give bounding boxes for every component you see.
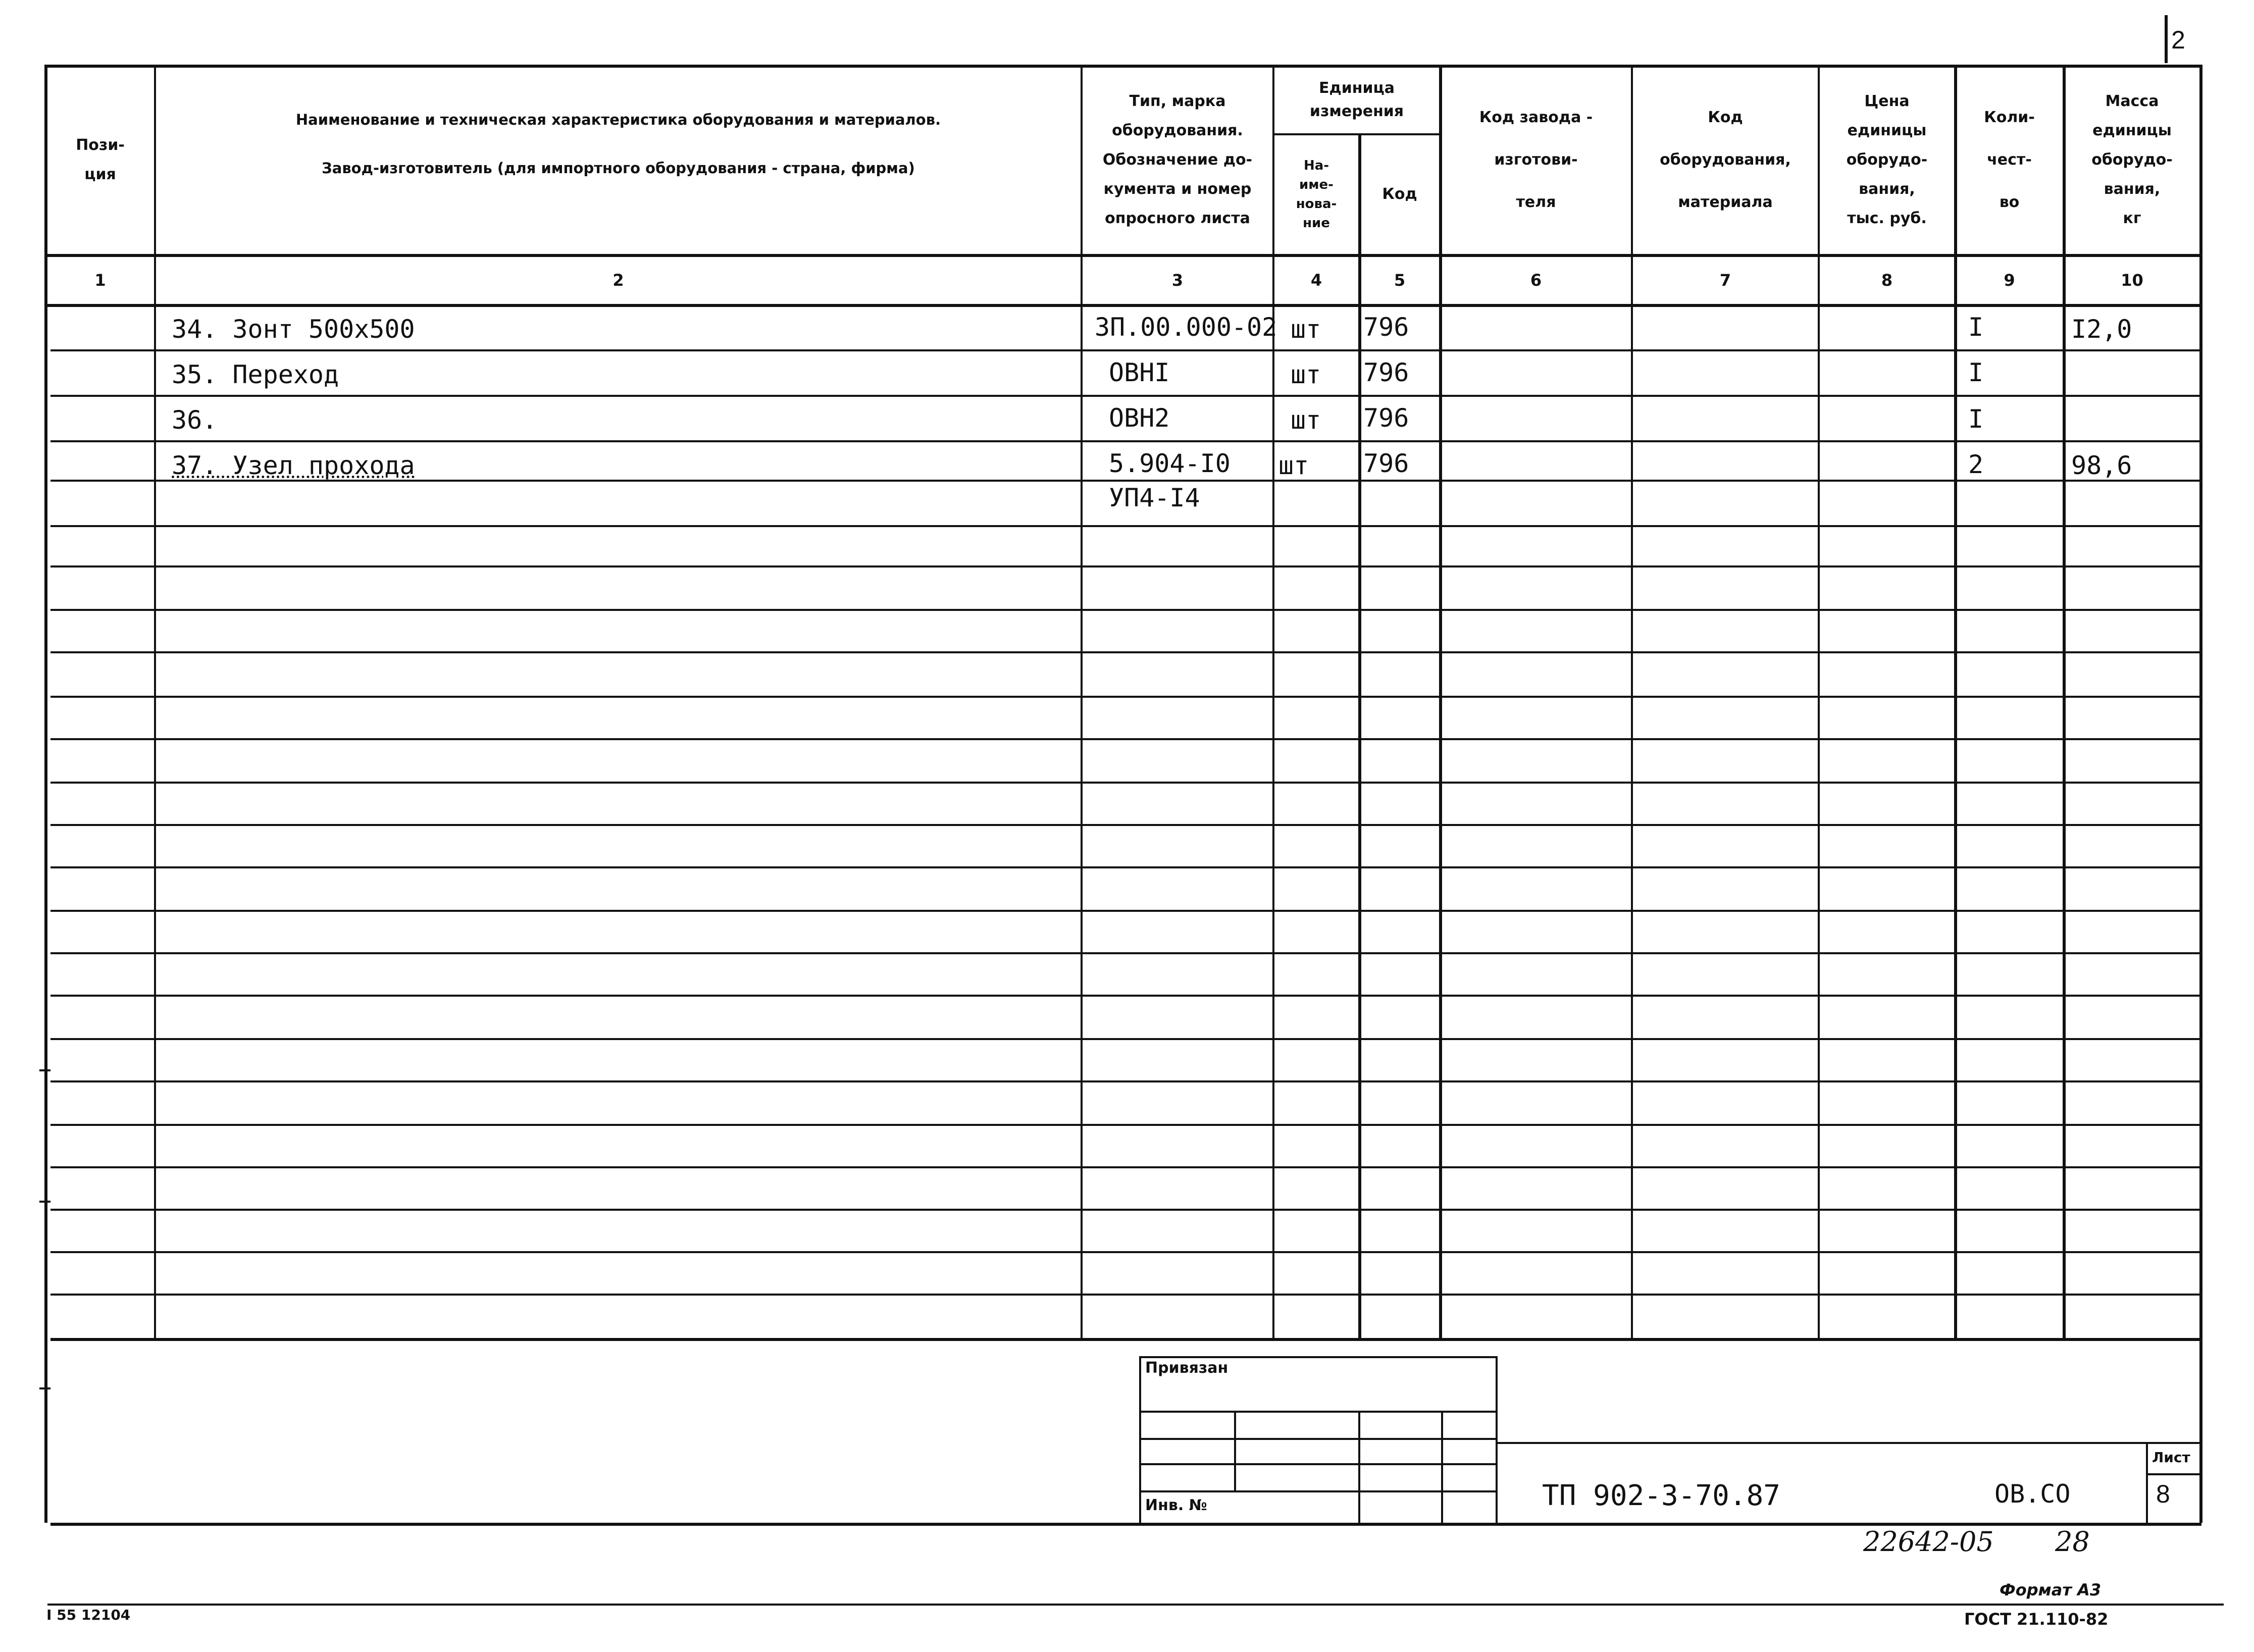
row-line	[50, 1209, 2199, 1211]
row-line	[50, 1294, 2199, 1296]
stamp-line	[1139, 1356, 1141, 1523]
col-line-5	[1358, 133, 1361, 1338]
document-section: ОВ.СО	[1994, 1479, 2071, 1509]
item-unit-code: 796	[1363, 313, 1409, 342]
paper-format: Формат А3	[2000, 1580, 2102, 1599]
column-number: 9	[2004, 270, 2015, 290]
row-line	[50, 1251, 2199, 1253]
item-unit-code: 796	[1363, 449, 1409, 478]
row-line	[50, 349, 2199, 351]
column-number: 8	[1881, 270, 1893, 290]
header-name: Наименование и техническая характеристика оборудования и материалов. Завод-изготовитель (для импортного оборудования - страна, фирма)	[295, 111, 941, 177]
stamp-line	[1139, 1356, 1496, 1358]
item-unit: шт	[1291, 360, 1321, 389]
item-type: ОВНI	[1109, 358, 1170, 387]
item-unit-code: 796	[1363, 403, 1409, 433]
row-line	[50, 395, 2199, 397]
column-number: 4	[1310, 270, 1322, 290]
row-line	[50, 995, 2199, 997]
column-number: 3	[1171, 270, 1184, 290]
item-type: 3П.00.000-02	[1095, 313, 1277, 342]
column-number: 1	[94, 270, 106, 290]
stamp-line	[2146, 1473, 2199, 1475]
row-line	[50, 824, 2199, 826]
row-line	[50, 565, 2199, 567]
row-line	[50, 609, 2199, 611]
stamp-line	[2146, 1442, 2148, 1523]
item-name: 37. Узел прохода	[172, 451, 415, 480]
stamp-line	[1496, 1356, 1498, 1523]
sheet-corner-number: 2	[2171, 26, 2185, 54]
stamp-attached-label: Привязан	[1145, 1359, 1228, 1377]
row-line	[50, 440, 2199, 442]
item-quantity: I	[1968, 404, 1984, 434]
item-unit: шт	[1278, 451, 1309, 480]
sheet-number: 8	[2156, 1480, 2170, 1508]
header-plant-code: Код завода - изготови- теля	[1479, 109, 1593, 211]
item-type: ОВН2	[1109, 403, 1170, 433]
row-line	[50, 866, 2199, 868]
margin-tick	[39, 1201, 50, 1203]
item-type: 5.904-I0	[1109, 449, 1231, 478]
header-quantity: Коли- чест- во	[1984, 109, 2035, 211]
row-line	[50, 952, 2199, 954]
header-equipment-code: Код оборудования, материала	[1660, 109, 1791, 211]
item-mass: I2,0	[2071, 315, 2132, 344]
header-unit: Единица измерения	[1309, 79, 1404, 120]
column-number: 6	[1530, 270, 1542, 290]
item-type: УП4-I4	[1109, 483, 1200, 512]
column-number: 5	[1394, 270, 1406, 290]
row-line	[50, 696, 2199, 698]
item-mass: 98,6	[2071, 451, 2132, 480]
item-name: 35. Переход	[172, 360, 339, 389]
header-price: Цена единицы оборудо- вания, тыс. руб.	[1846, 92, 1928, 227]
item-name: 34. Зонт 500х500	[172, 315, 415, 344]
archive-page: 28	[2055, 1526, 2090, 1558]
row-line	[50, 1166, 2199, 1168]
archive-number: 22642-05	[1863, 1526, 1994, 1558]
row-line	[50, 1124, 2199, 1126]
stamp-line	[1234, 1411, 1236, 1491]
column-number: 2	[612, 270, 624, 290]
corner-divider	[2165, 15, 2168, 63]
stamp-line	[1441, 1411, 1443, 1523]
sheet-label: Лист	[2152, 1449, 2190, 1466]
document-designation: ТП 902-3-70.87	[1542, 1479, 1781, 1512]
item-unit: шт	[1291, 315, 1321, 344]
row-line	[50, 782, 2199, 784]
stamp-inv-label: Инв. №	[1145, 1496, 1207, 1514]
item-quantity: I	[1968, 358, 1984, 387]
item-quantity: 2	[1968, 450, 1984, 479]
stamp-line	[1358, 1411, 1360, 1523]
margin-tick	[39, 1387, 50, 1389]
margin-tick	[39, 1069, 50, 1071]
gost-reference: ГОСТ 21.110-82	[1964, 1610, 2109, 1629]
table-bottom-border	[50, 1338, 2201, 1341]
header-position: Пози- ция	[76, 136, 125, 183]
row-line	[50, 1038, 2199, 1040]
header-type: Тип, марка оборудования. Обозначение до- кумента и номер опросного листа	[1102, 92, 1253, 227]
item-unit: шт	[1291, 405, 1321, 435]
header-unit-code: Код	[1382, 185, 1417, 203]
item-name: 36.	[172, 405, 218, 435]
header-unit-name: На- име- нова- ние	[1296, 158, 1337, 231]
item-unit-code: 796	[1363, 358, 1409, 387]
row-line	[50, 651, 2199, 653]
row-line	[50, 738, 2199, 740]
column-numbers-bottom-border	[44, 304, 2201, 307]
row-line	[50, 525, 2199, 527]
row-line	[50, 910, 2199, 912]
header-mass: Масса единицы оборудо- вания, кг	[2091, 92, 2173, 227]
stamp-line	[1496, 1442, 2199, 1444]
footer-line	[47, 1604, 2224, 1606]
frame-right-border	[2199, 65, 2202, 1523]
item-quantity: I	[1968, 313, 1984, 342]
column-number: 10	[2121, 270, 2143, 290]
row-line	[50, 1080, 2199, 1082]
print-code: I 55 12104	[46, 1607, 131, 1623]
column-number: 7	[1719, 270, 1731, 290]
